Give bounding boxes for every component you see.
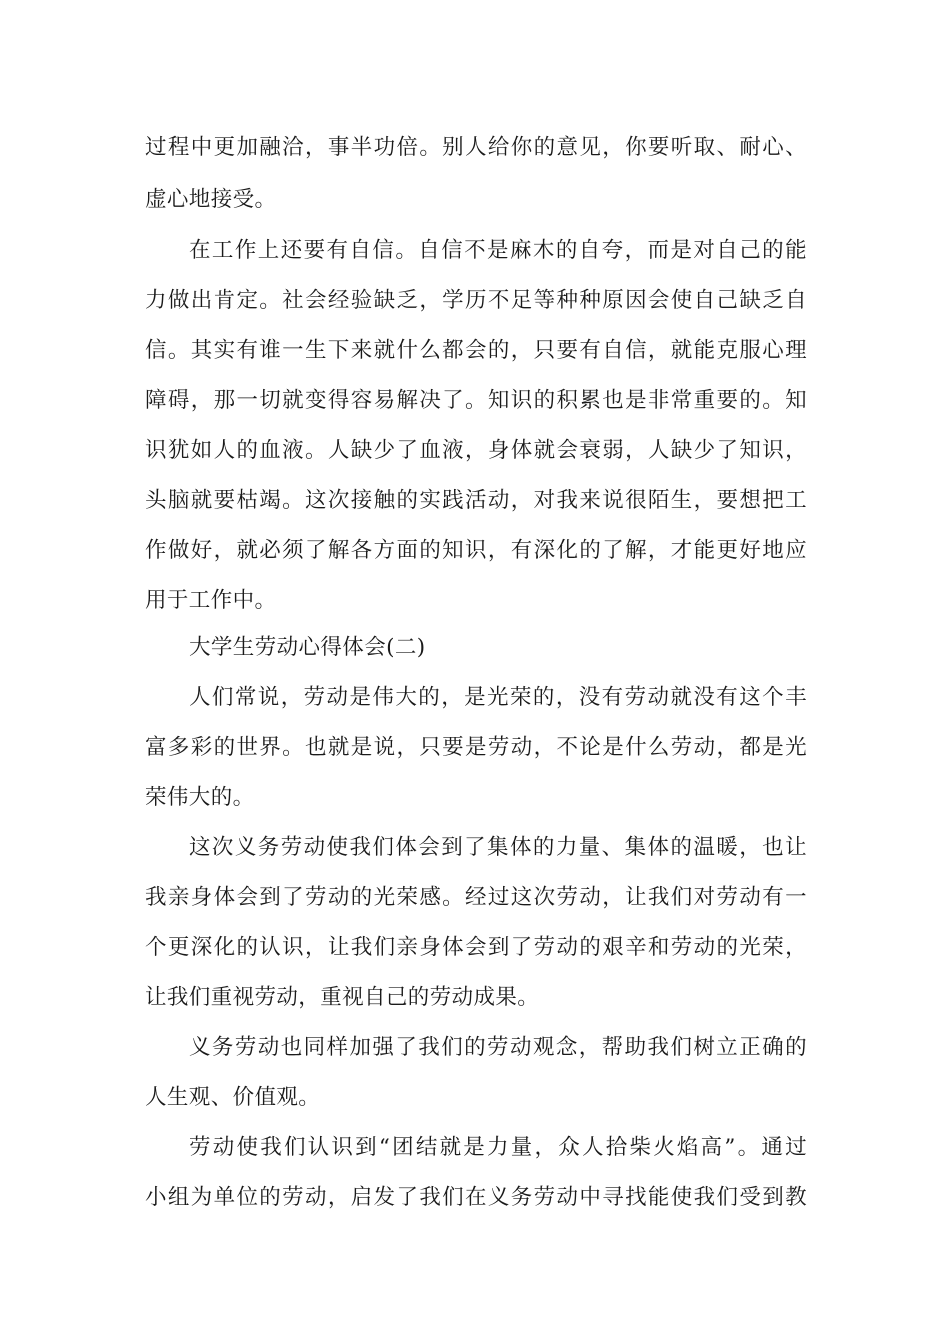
text-line: 荣伟大的。: [145, 785, 255, 810]
section-heading: 大学生劳动心得体会(二): [189, 635, 426, 660]
text-line: 信。其实有谁一生下来就什么都会的，只要有自信，就能克服心理: [145, 338, 807, 363]
text-line: 人生观、价值观。: [145, 1085, 321, 1110]
text-line: 这次义务劳动使我们体会到了集体的力量、集体的温暖，也让: [189, 835, 807, 860]
text-line: 我亲身体会到了劳动的光荣感。经过这次劳动，让我们对劳动有一: [145, 885, 807, 910]
text-line: 劳动使我们认识到“团结就是力量，众人拾柴火焰高”。通过: [189, 1135, 807, 1160]
text-line: 力做出肯定。社会经验缺乏，学历不足等种种原因会使自己缺乏自: [145, 288, 807, 313]
text-line: 头脑就要枯竭。这次接触的实践活动，对我来说很陌生，要想把工: [145, 488, 807, 513]
text-line: 让我们重视劳动，重视自己的劳动成果。: [145, 985, 540, 1010]
text-line: 作做好，就必须了解各方面的知识，有深化的了解，才能更好地应: [145, 538, 807, 563]
text-line: 用于工作中。: [145, 588, 277, 613]
text-line: 障碍，那一切就变得容易解决了。知识的积累也是非常重要的。知: [145, 388, 807, 413]
text-line: 个更深化的认识，让我们亲身体会到了劳动的艰辛和劳动的光荣，: [145, 935, 807, 960]
text-line: 虚心地接受。: [145, 187, 277, 212]
text-line: 过程中更加融洽，事半功倍。别人给你的意见，你要听取、耐心、: [145, 135, 807, 160]
text-line: 在工作上还要有自信。自信不是麻木的自夸，而是对自己的能: [189, 238, 807, 263]
text-line: 富多彩的世界。也就是说，只要是劳动，不论是什么劳动，都是光: [145, 735, 807, 760]
text-line: 义务劳动也同样加强了我们的劳动观念，帮助我们树立正确的: [189, 1035, 807, 1060]
text-line: 识犹如人的血液。人缺少了血液，身体就会衰弱，人缺少了知识，: [145, 438, 807, 463]
text-line: 人们常说，劳动是伟大的，是光荣的，没有劳动就没有这个丰: [189, 685, 807, 710]
text-line: 小组为单位的劳动，启发了我们在义务劳动中寻找能使我们受到教: [145, 1185, 807, 1210]
